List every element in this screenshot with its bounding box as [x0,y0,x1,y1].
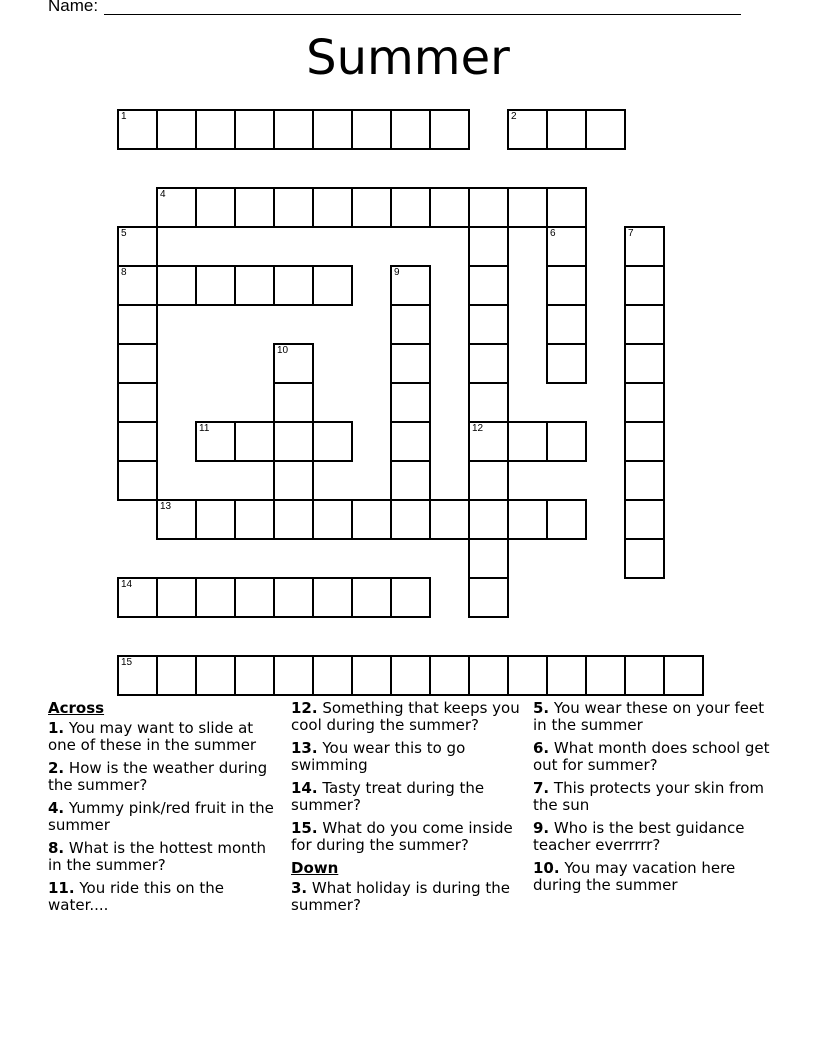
clue-item [291,700,527,734]
clue-number-label: 13 [160,501,172,512]
grid-cell[interactable] [468,304,509,345]
clue-number: 1. [48,719,65,737]
grid-cell[interactable] [546,304,587,345]
grid-cell[interactable] [468,421,509,462]
grid-cell[interactable] [273,109,314,150]
clue-text: What do you come inside for during the summer? [291,819,513,854]
grid-cell[interactable] [312,655,353,696]
grid-cell[interactable] [624,538,665,579]
clue-item [48,760,278,794]
grid-cell[interactable] [624,655,665,696]
grid-cell[interactable] [390,655,431,696]
grid-cell[interactable] [624,421,665,462]
clue-number: 14. [291,779,318,797]
clue-text: This protects your skin from the sun [533,779,765,814]
grid-cell[interactable] [273,265,314,306]
grid-cell[interactable] [624,304,665,345]
clue-number: 3. [291,879,308,897]
clue-text: Who is the best guidance teacher everrrrr? [533,819,745,854]
clue-number-label: 7 [628,228,634,239]
grid-cell[interactable] [390,265,431,306]
grid-cell[interactable] [546,499,587,540]
clue-item [533,820,773,854]
clues-column-1 [48,700,278,920]
clue-text: What holiday is during the summer? [291,879,510,914]
grid-cell[interactable] [546,187,587,228]
clue-number-label: 14 [121,579,133,590]
clues-column-2 [291,700,527,920]
clue-text: What month does school get out for summer? [533,739,770,774]
clue-text: You wear this to go swimming [291,739,466,774]
grid-cell[interactable] [624,265,665,306]
clue-number: 7. [533,779,550,797]
grid-cell[interactable] [312,499,353,540]
grid-cell[interactable] [429,655,470,696]
clue-number: 2. [48,759,65,777]
grid-cell[interactable] [117,265,158,306]
grid-cell[interactable] [351,577,392,618]
clue-text: Yummy pink/red fruit in the summer [48,799,274,834]
grid-cell[interactable] [546,109,587,150]
grid-cell[interactable] [429,187,470,228]
grid-cell[interactable] [273,382,314,423]
grid-cell[interactable] [351,109,392,150]
grid-cell[interactable] [468,460,509,501]
page-title: Summer [306,30,510,86]
grid-cell[interactable] [546,343,587,384]
grid-cell[interactable] [351,655,392,696]
clue-number-label: 2 [511,111,517,122]
grid-cell[interactable] [195,577,236,618]
clue-item [533,860,773,894]
clue-number-label: 5 [121,228,127,239]
clue-item [48,840,278,874]
grid-cell[interactable] [312,109,353,150]
clue-item [533,700,773,734]
grid-cell[interactable] [546,265,587,306]
grid-cell[interactable] [234,499,275,540]
grid-cell[interactable] [624,226,665,267]
grid-cell[interactable] [117,460,158,501]
grid-cell[interactable] [234,577,275,618]
grid-cell[interactable] [117,343,158,384]
grid-cell[interactable] [468,265,509,306]
grid-cell[interactable] [117,655,158,696]
grid-cell[interactable] [195,109,236,150]
grid-cell[interactable] [273,655,314,696]
grid-cell[interactable] [234,421,275,462]
grid-cell[interactable] [429,499,470,540]
grid-cell[interactable] [468,343,509,384]
grid-cell[interactable] [234,187,275,228]
grid-cell[interactable] [156,577,197,618]
name-label: Name: [48,0,99,15]
grid-cell[interactable] [195,265,236,306]
grid-cell[interactable] [390,109,431,150]
clue-item [291,880,527,914]
grid-cell[interactable] [195,655,236,696]
clue-item [48,800,278,834]
grid-cell[interactable] [117,382,158,423]
grid-cell[interactable] [156,265,197,306]
clue-number: 12. [291,699,318,717]
grid-cell[interactable] [117,109,158,150]
clue-number-label: 9 [394,267,400,278]
grid-cell[interactable] [156,499,197,540]
grid-cell[interactable] [351,187,392,228]
clue-number: 4. [48,799,65,817]
grid-cell[interactable] [624,343,665,384]
clue-number-label: 6 [550,228,556,239]
clue-number: 6. [533,739,550,757]
grid-cell[interactable] [468,382,509,423]
grid-cell[interactable] [507,109,548,150]
grid-cell[interactable] [273,343,314,384]
across-heading: Across [48,699,105,717]
clue-number-label: 11 [199,423,210,434]
clue-text: Something that keeps you cool during the summer? [291,699,520,734]
clue-number: 11. [48,879,75,897]
grid-cell[interactable] [273,421,314,462]
grid-cell[interactable] [273,460,314,501]
clue-text: You may want to slide at one of these in the summer [48,719,257,754]
clue-number-label: 1 [121,111,127,122]
grid-cell[interactable] [312,421,353,462]
grid-cell[interactable] [507,187,548,228]
grid-cell[interactable] [390,460,431,501]
clue-text: What is the hottest month in the summer? [48,839,267,874]
clue-number: 9. [533,819,550,837]
grid-cell[interactable] [390,421,431,462]
clue-number-label: 10 [277,345,289,356]
clue-number: 8. [48,839,65,857]
grid-cell[interactable] [117,421,158,462]
clue-item [291,740,527,774]
clue-number-label: 12 [472,423,484,434]
clue-item [48,880,278,914]
grid-cell[interactable] [624,382,665,423]
grid-cell[interactable] [507,655,548,696]
grid-cell[interactable] [195,499,236,540]
grid-cell[interactable] [390,304,431,345]
grid-cell[interactable] [507,499,548,540]
grid-cell[interactable] [117,304,158,345]
down-heading: Down [291,859,339,877]
grid-cell[interactable] [156,187,197,228]
grid-cell[interactable] [468,187,509,228]
grid-cell[interactable] [312,187,353,228]
grid-cell[interactable] [390,499,431,540]
grid-cell[interactable] [585,109,626,150]
grid-cell[interactable] [234,109,275,150]
clue-number: 5. [533,699,550,717]
clue-item [533,780,773,814]
grid-cell[interactable] [156,655,197,696]
clue-number: 10. [533,859,560,877]
grid-cell[interactable] [273,187,314,228]
grid-cell[interactable] [234,265,275,306]
grid-cell[interactable] [351,499,392,540]
grid-cell[interactable] [195,187,236,228]
grid-cell[interactable] [624,460,665,501]
grid-cell[interactable] [390,577,431,618]
clues-column-3 [533,700,773,900]
grid-cell[interactable] [468,226,509,267]
clue-text: You wear these on your feet in the summer [533,699,765,734]
clue-number-label: 8 [121,267,127,278]
grid-cell[interactable] [546,226,587,267]
clue-item [291,820,527,854]
grid-cell[interactable] [468,577,509,618]
grid-cell[interactable] [468,655,509,696]
clue-text: You ride this on the water.... [48,879,225,914]
grid-cell[interactable] [390,382,431,423]
grid-cell[interactable] [273,499,314,540]
clue-text: How is the weather during the summer? [48,759,268,794]
clue-item [533,740,773,774]
clue-text: You may vacation here during the summer [533,859,736,894]
clue-number: 15. [291,819,318,837]
grid-cell[interactable] [546,655,587,696]
grid-cell[interactable] [624,499,665,540]
grid-cell[interactable] [390,343,431,384]
clue-text: Tasty treat during the summer? [291,779,485,814]
grid-cell[interactable] [312,265,353,306]
clue-item [291,780,527,814]
clue-number-label: 15 [121,657,133,668]
grid-cell[interactable] [468,499,509,540]
grid-cell[interactable] [507,421,548,462]
grid-cell[interactable] [663,655,704,696]
grid-cell[interactable] [234,655,275,696]
grid-cell[interactable] [468,538,509,579]
grid-cell[interactable] [117,577,158,618]
grid-cell[interactable] [195,421,236,462]
grid-cell[interactable] [390,187,431,228]
grid-cell[interactable] [273,577,314,618]
clue-number: 13. [291,739,318,757]
grid-cell[interactable] [546,421,587,462]
grid-cell[interactable] [429,109,470,150]
clue-item [48,720,278,754]
grid-cell[interactable] [156,109,197,150]
clue-number-label: 4 [160,189,166,200]
grid-cell[interactable] [585,655,626,696]
grid-cell[interactable] [117,226,158,267]
grid-cell[interactable] [312,577,353,618]
